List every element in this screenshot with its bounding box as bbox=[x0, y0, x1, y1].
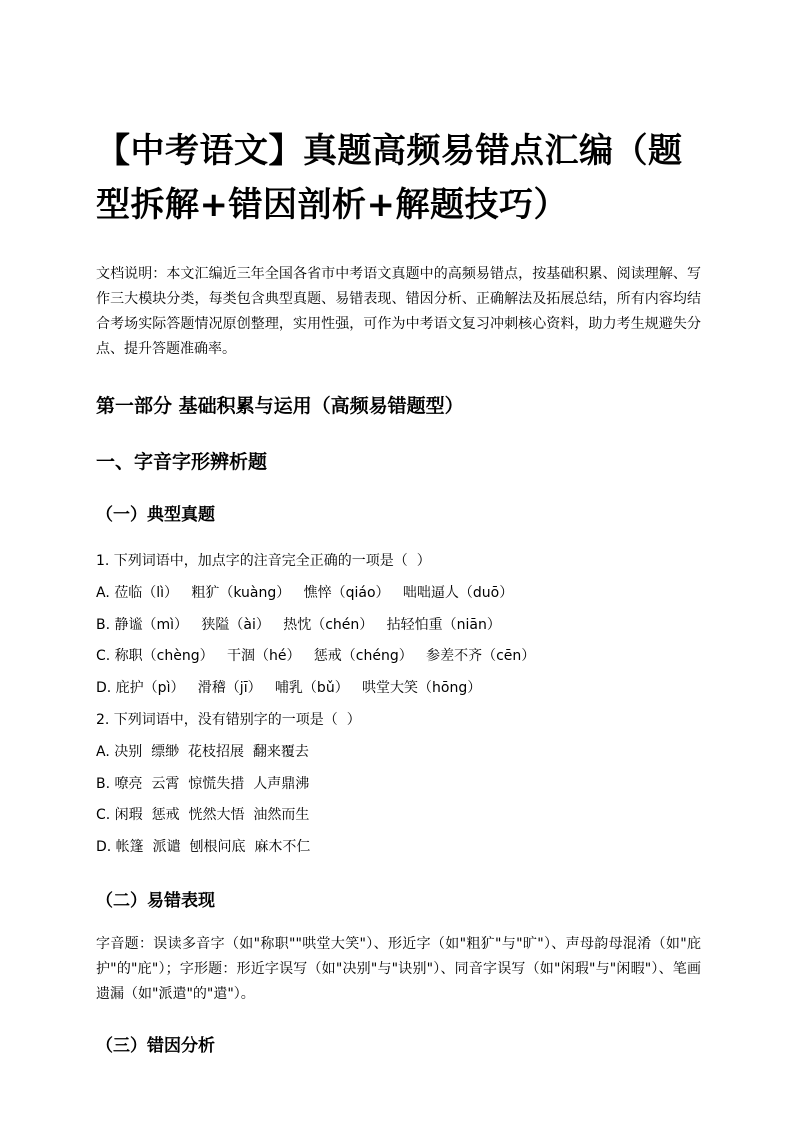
typical-questions-list bbox=[96, 546, 701, 864]
common-errors-heading: （二）易错表现 bbox=[96, 890, 215, 911]
document-page bbox=[96, 124, 701, 1059]
typical-questions-heading: （一）典型真题 bbox=[96, 505, 215, 525]
question-two-stem: 2. 下列词语中，没有错别字的一项是（ ） bbox=[96, 711, 361, 728]
question-one-option-b: B. 静谧（mì） 狭隘（ài） 热忱（chén） 拈轻怕重（niān） bbox=[96, 616, 501, 633]
question-one-option-c: C. 称职（chèng） 干涸（hé） 惩戒（chéng） 参差不齐（cēn） bbox=[96, 648, 536, 665]
question-one-stem: 1. 下列词语中，加点字的注音完全正确的一项是（ ） bbox=[96, 553, 431, 569]
document-intro: 文档说明：本文汇编近三年全国各省市中考语文真题中的高频易错点，按基础积累、阅读理解、写作三大模块分类，每类包含典型真题、易错表现、错因分析、正确解法及拓展总结，所有内容均结合考场实际答题情况原创整理，实用性强，可作为中考语文复习冲刺核心资料，助力考生规避失分点、提升答题准确率。 bbox=[96, 266, 701, 357]
common-errors-text: 字音题：误读多音字（如"称职""哄堂大笑"）、形近字（如"粗犷"与"旷"）、声母韵母混淆（如"庇护"的"庇"）；字形题：形近字误写（如"决别"与"诀别"）、同音字误写（如"闲瑕"与"闲暇"）、笔画遗漏（如"派遣"的"遣"）。 bbox=[96, 935, 701, 1002]
document-title: 【中考语文】真题高频易错点汇编（题型拆解+错因剖析+解题技巧） bbox=[96, 131, 683, 225]
section-one-heading: 一、字音字形辨析题 bbox=[96, 451, 268, 473]
question-two-option-b: B. 嘹亮 云霄 惊慌失措 人声鼎沸 bbox=[96, 775, 310, 792]
question-two-option-a: A. 决别 缥缈 花枝招展 翻来覆去 bbox=[96, 743, 309, 760]
part-one-heading: 第一部分 基础积累与运用（高频易错题型） bbox=[96, 395, 464, 417]
question-two-option-d: D. 帐篷 派谴 刨根问底 麻木不仁 bbox=[96, 839, 311, 856]
error-analysis-heading: （三）错因分析 bbox=[96, 1035, 215, 1056]
question-one-option-a: A. 莅临（lì） 粗犷（kuàng） 憔悴（qiáo） 咄咄逼人（duō） bbox=[96, 584, 514, 601]
question-one-option-d: D. 庇护（pì） 滑稽（jī） 哺乳（bǔ） 哄堂大笑（hōng） bbox=[96, 680, 482, 697]
question-two-option-c: C. 闲瑕 惩戒 恍然大悟 油然而生 bbox=[96, 807, 310, 824]
